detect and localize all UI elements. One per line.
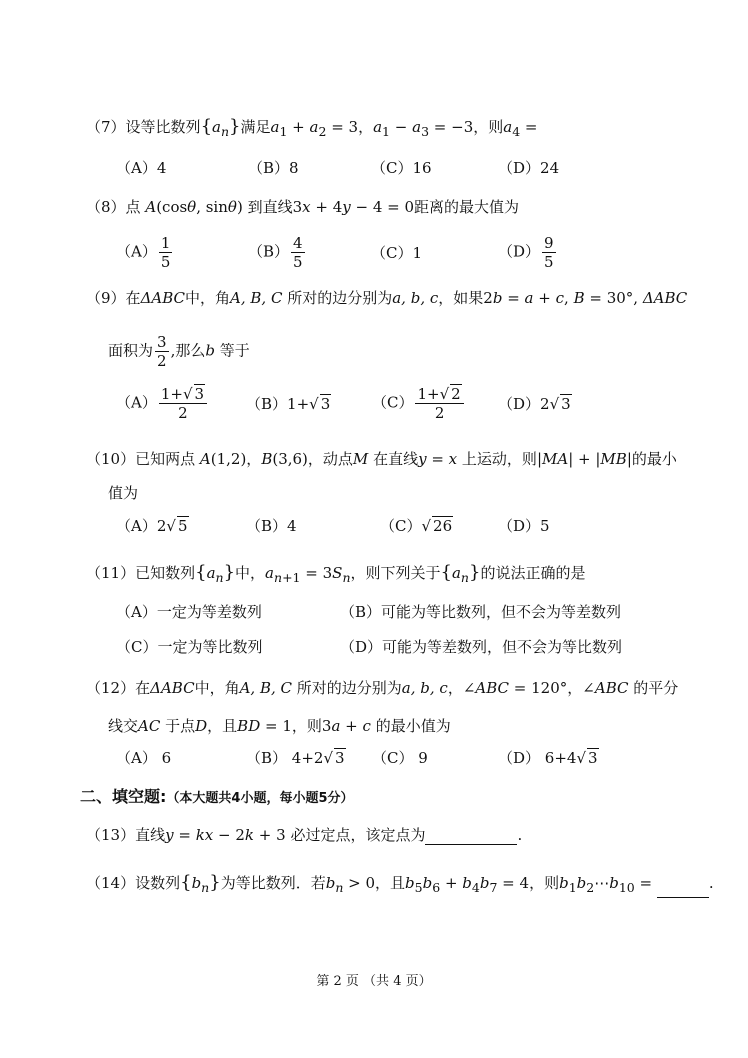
option-a: （A） $\frac{1}{5}$ xyxy=(116,234,171,271)
option-c: （C）√ 26 xyxy=(380,517,453,535)
option-c: （C） $\frac{1+√ 2}{2}$ xyxy=(372,385,466,422)
question-number: （9） xyxy=(86,289,126,307)
option-c: （C）16 xyxy=(371,159,432,177)
question-9-line2: 面积为 $\frac{3}{2}$ ,那么b 等于 xyxy=(108,333,250,370)
question-number: （11） xyxy=(86,564,136,582)
question-number: （12） xyxy=(86,679,136,697)
answer-blank[interactable] xyxy=(425,844,517,845)
question-10-line2: 值为 xyxy=(108,484,139,502)
option-b: （B）可能为等比数列，但不会为等差数列 xyxy=(340,603,622,621)
option-d: （D） 6+4√ 3 xyxy=(498,749,598,767)
option-b: （B） 4+2√ 3 xyxy=(246,749,345,767)
question-11: （11）已知数列$\{a_n\}$中，$a_{n+1} = 3S_n$，则下列关于$\{a_n\}$的说法正确的是 xyxy=(86,562,586,585)
question-12: （12）在ΔABC中，角A, B, C 所对的边分别为a, b, c，∠ABC = 120°，∠ABC 的平分 xyxy=(86,679,679,697)
question-9: （9）在ΔABC中，角A, B, C 所对的边分别为a, b, c，如果2b = a + c, B = 30°, ΔABC xyxy=(86,289,688,307)
option-d: （D） $\frac{9}{5}$ xyxy=(498,234,554,271)
question-number: （10） xyxy=(86,450,136,468)
option-d: （D）5 xyxy=(498,517,550,535)
option-b: （B） $\frac{4}{5}$ xyxy=(248,234,303,271)
page-footer: 第 2 页 （共 4 页） xyxy=(316,974,432,989)
option-d: （D）可能为等差数列，但不会为等比数列 xyxy=(340,638,623,656)
option-c: （C）一定为等比数列 xyxy=(116,638,263,656)
option-a: （A） 6 xyxy=(116,749,172,767)
option-a: （A）一定为等差数列 xyxy=(116,603,262,621)
question-number: （13） xyxy=(86,826,136,844)
section-heading: 二、填空题:（本大题共4小题，每小题5分） xyxy=(80,787,354,806)
question-13: （13）直线y = kx − 2k + 3 必过定点，该定点为 . xyxy=(86,826,523,844)
question-10: （10）已知两点 A(1,2)，B(3,6)，动点M 在直线y = x 上运动，则|MA| + |MB|的最小 xyxy=(86,450,677,468)
question-number: （8） xyxy=(86,198,126,216)
option-b: （B）1+√ 3 xyxy=(246,395,331,413)
question-14: （14）设数列$\{b_n\}$为等比数列．若$b_n > 0$，且$b_5b_6 + b_4b_7 = 4$，则$b_1b_2\cdots b_{10}$ = . xyxy=(86,873,714,898)
question-number: （7） xyxy=(86,118,126,136)
question-7: （7）设等比数列$\{a_n\}$满足$a_1 + a_2 = 3$，$a_1 - a_3 = -3$，则$a_4$ = xyxy=(86,116,538,139)
question-8: （8）点 A(cosθ, sinθ) 到直线3x + 4y − 4 = 0距离的最大值为 xyxy=(86,198,520,216)
option-a: （A）2√ 5 xyxy=(116,517,188,535)
answer-blank[interactable] xyxy=(657,897,709,898)
option-c: （C）1 xyxy=(371,244,423,262)
option-b: （B）8 xyxy=(248,159,299,177)
option-a: （A）4 xyxy=(116,159,167,177)
option-b: （B）4 xyxy=(246,517,297,535)
question-12-line2: 线交AC 于点D，且BD = 1，则3a + c 的最小值为 xyxy=(108,717,451,735)
option-d: （D）2√ 3 xyxy=(498,395,571,413)
question-number: （14） xyxy=(86,874,136,892)
option-d: （D）24 xyxy=(498,159,560,177)
option-a: （A） $\frac{1+√ 3}{2}$ xyxy=(116,385,209,422)
option-c: （C） 9 xyxy=(372,749,428,767)
